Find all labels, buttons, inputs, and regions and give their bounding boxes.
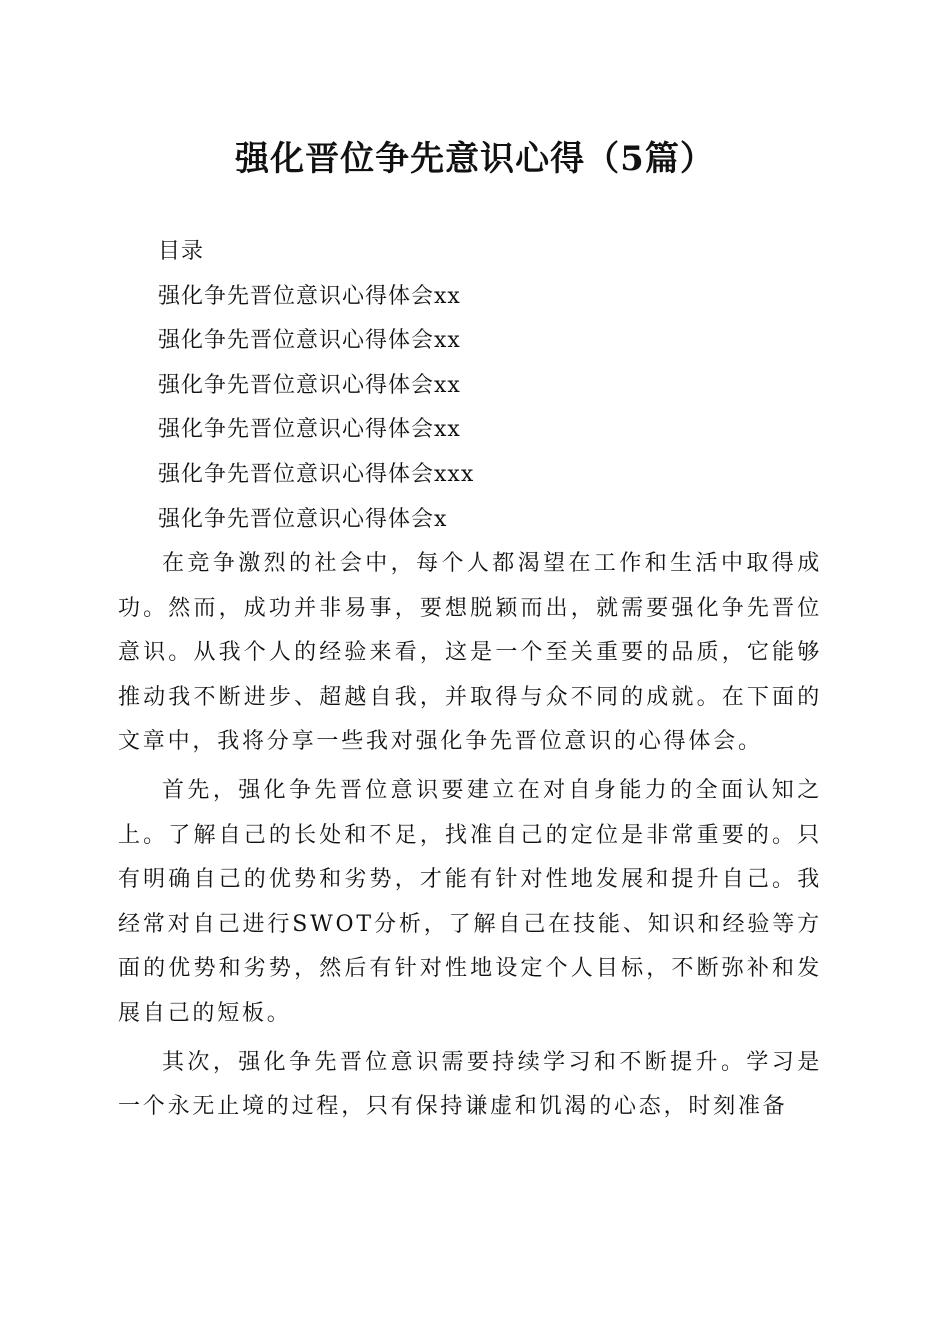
toc-item: 强化争先晋位意识心得体会xx <box>158 372 461 398</box>
toc-item: 强化争先晋位意识心得体会xxx <box>158 461 475 487</box>
document-title: 强化晋位争先意识心得（5篇） <box>235 139 715 179</box>
body-paragraph: 首先，强化争先晋位意识要建立在对自身能力的全面认知之上。了解自己的长处和不足，找准自己的定位是非常重要的。只有明确自己的优势和劣势，才能有针对性地发展和提升自己。我经常对自己进行SWOT分析，了解自己在技能、知识和经验等方面的优势和劣势，然后有针对性地设定个人目标，不断弥补和发展自己的短板。 <box>118 777 822 1026</box>
toc-item: 强化争先晋位意识心得体会xx <box>158 283 461 309</box>
document-body <box>118 542 822 1134</box>
toc-item: 强化争先晋位意识心得体会xx <box>158 328 461 354</box>
body-paragraph: 在竞争激烈的社会中，每个人都渴望在工作和生活中取得成功。然而，成功并非易事，要想脱颖而出，就需要强化争先晋位意识。从我个人的经验来看，这是一个至关重要的品质，它能够推动我不断进步、超越自我，并取得与众不同的成就。在下面的文章中，我将分享一些我对强化争先晋位意识的心得体会。 <box>118 551 822 755</box>
table-of-contents <box>158 230 858 542</box>
toc-item: 强化争先晋位意识心得体会x <box>158 506 448 532</box>
toc-item: 强化争先晋位意识心得体会xx <box>158 417 461 443</box>
toc-heading: 目录 <box>158 239 205 264</box>
body-paragraph: 其次，强化争先晋位意识需要持续学习和不断提升。学习是一个永无止境的过程，只有保持谦虚和饥渴的心态，时刻准备 <box>118 1049 822 1120</box>
